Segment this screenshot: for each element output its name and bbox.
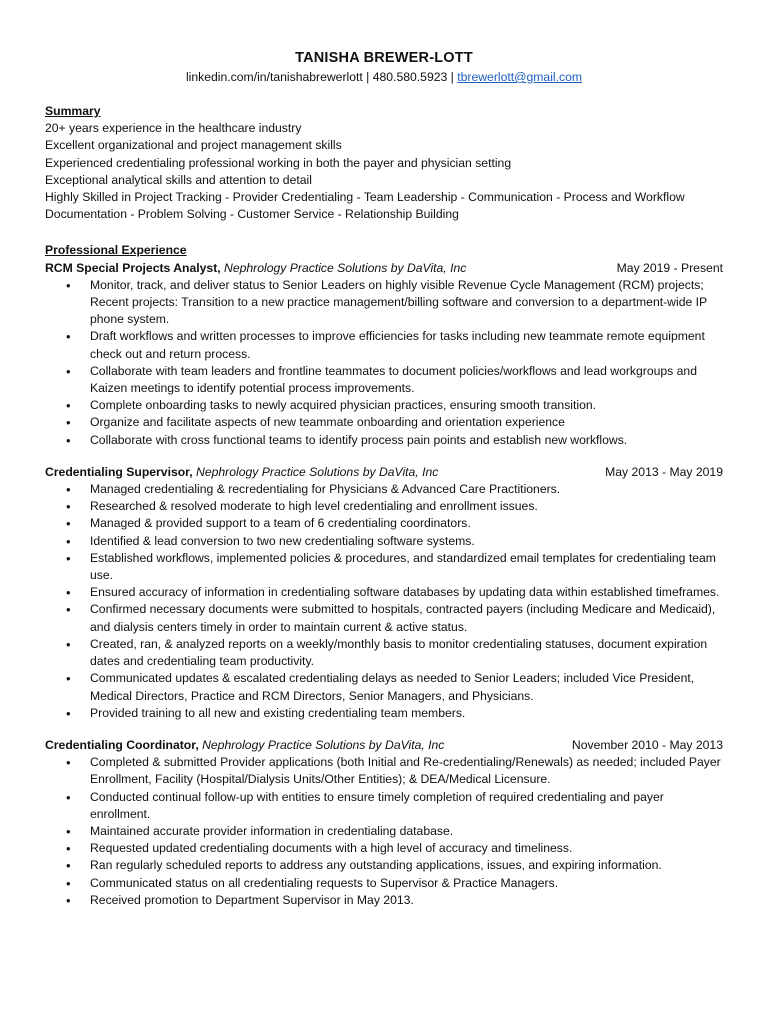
job-bullet: • Communicated status on all credentialing requests to Supervisor & Practice Managers. xyxy=(90,875,723,892)
job-title: RCM Special Projects Analyst, xyxy=(45,260,221,275)
job-company: Nephrology Practice Solutions by DaVita, Inc xyxy=(192,464,439,479)
job-bullet: • Created, ran, & analyzed reports on a weekly/monthly basis to monitor credentialing statuses, document expiration dates and credentialing team productivity. xyxy=(90,636,723,670)
job-bullet: • Communicated updates & escalated credentialing delays as needed to Senior Leaders; included Vice President, Medical Directors, Practice and RCM Directors, Senior Managers, and Physicians. xyxy=(90,670,723,704)
job-dates: May 2019 - Present xyxy=(616,260,723,275)
experience-heading: Professional Experience xyxy=(45,243,187,258)
job-bullet: • Managed & provided support to a team of 6 credentialing coordinators. xyxy=(90,515,723,532)
job-dates: May 2013 - May 2019 xyxy=(605,464,723,479)
job-bullet: • Identified & lead conversion to two new credentialing software systems. xyxy=(90,533,723,550)
job-bullet: • Confirmed necessary documents were submitted to hospitals, contracted payers (including Medicare and Medicaid), and dialysis centers timely in order to maintain current & active status. xyxy=(90,601,723,635)
job-role xyxy=(45,737,444,754)
candidate-name: TANISHA BREWER-LOTT xyxy=(295,50,473,66)
job-bullet: • Organize and facilitate aspects of new teammate onboarding and orientation experience xyxy=(90,414,723,431)
separator: | xyxy=(362,70,373,84)
email-link[interactable]: tbrewerlott@gmail.com xyxy=(457,70,583,84)
job-bullet: • Collaborate with team leaders and frontline teammates to document policies/workflows and lead workgroups and Kaizen meetings to identify potential process improvements. xyxy=(90,363,723,397)
summary-list xyxy=(45,120,723,223)
job-company: Nephrology Practice Solutions by DaVita, Inc xyxy=(198,737,445,752)
job-bullet: • Monitor, track, and deliver status to Senior Leaders on highly visible Revenue Cycle Management (RCM) projects; Recent projects: Transition to a new practice management/billing software and conversion to a department-wide IP phone system. xyxy=(90,277,723,329)
job-dates: November 2010 - May 2013 xyxy=(571,737,723,752)
summary-line: Exceptional analytical skills and attention to detail xyxy=(45,172,312,187)
job-company: Nephrology Practice Solutions by DaVita, Inc xyxy=(220,260,467,275)
job-bullet: • Requested updated credentialing documents with a high level of accuracy and timeliness. xyxy=(90,840,723,857)
linkedin-url[interactable]: linkedin.com/in/tanishabrewerlott xyxy=(185,70,363,84)
job-bullet: • Maintained accurate provider information in credentialing database. xyxy=(90,823,723,840)
job-bullets xyxy=(45,481,723,722)
summary-line: Highly Skilled in Project Tracking - Provider Credentialing - Team Leadership - Communication - Process and Workflow xyxy=(45,190,685,205)
job-bullet: • Provided training to all new and existing credentialing team members. xyxy=(90,705,723,722)
job-bullet: • Received promotion to Department Supervisor in May 2013. xyxy=(90,892,723,909)
job-entry xyxy=(45,260,723,449)
job-bullet: • Researched & resolved moderate to high level credentialing and enrollment issues. xyxy=(90,498,723,515)
summary-heading: Summary xyxy=(45,104,101,118)
job-bullets xyxy=(45,277,723,449)
job-bullet: • Managed credentialing & recredentialing for Physicians & Advanced Care Practitioners. xyxy=(90,481,723,498)
job-title: Credentialing Coordinator, xyxy=(45,737,199,752)
job-bullet: • Collaborate with cross functional teams to identify process pain points and establish new workflows. xyxy=(90,432,723,449)
job-header xyxy=(45,260,723,277)
summary-line: Experienced credentialing professional working in both the payer and physician setting xyxy=(45,155,512,170)
job-bullet: • Conducted continual follow-up with entities to ensure timely completion of required credentialing and payer enrollment. xyxy=(90,789,723,823)
job-bullet: • Ensured accuracy of information in credentialing software databases by updating data within established timeframes. xyxy=(90,584,723,601)
job-bullet: • Completed & submitted Provider applications (both Initial and Re-credentialing/Renewals) as needed; included Payer Enrollment, Facility (Hospital/Dialysis Units/Other Entities); & DEA/Medical Licensure. xyxy=(90,754,723,788)
job-entry xyxy=(45,464,723,722)
job-bullet: • Complete onboarding tasks to newly acquired physician practices, ensuring smooth transition. xyxy=(90,397,723,414)
job-title: Credentialing Supervisor, xyxy=(45,464,193,479)
job-role xyxy=(45,260,466,277)
job-bullet: • Ran regularly scheduled reports to address any outstanding applications, issues, and expiring information. xyxy=(90,857,723,874)
phone-number: 480.580.5923 xyxy=(372,70,448,84)
job-bullets xyxy=(45,754,723,909)
summary-line: 20+ years experience in the healthcare industry xyxy=(45,121,302,136)
summary-line: Documentation - Problem Solving - Customer Service - Relationship Building xyxy=(45,207,459,222)
summary-line: Excellent organizational and project management skills xyxy=(45,138,342,153)
job-bullet: • Established workflows, implemented policies & procedures, and standardized email templates for credentialing team use. xyxy=(90,550,723,584)
job-header xyxy=(45,464,723,481)
job-role xyxy=(45,464,438,481)
contact-line xyxy=(45,69,723,85)
job-bullet: • Draft workflows and written processes to improve efficiencies for tasks including new teammate remote equipment check out and return process. xyxy=(90,328,723,362)
job-header xyxy=(45,737,723,754)
separator: | xyxy=(447,70,458,84)
job-entry xyxy=(45,737,723,909)
